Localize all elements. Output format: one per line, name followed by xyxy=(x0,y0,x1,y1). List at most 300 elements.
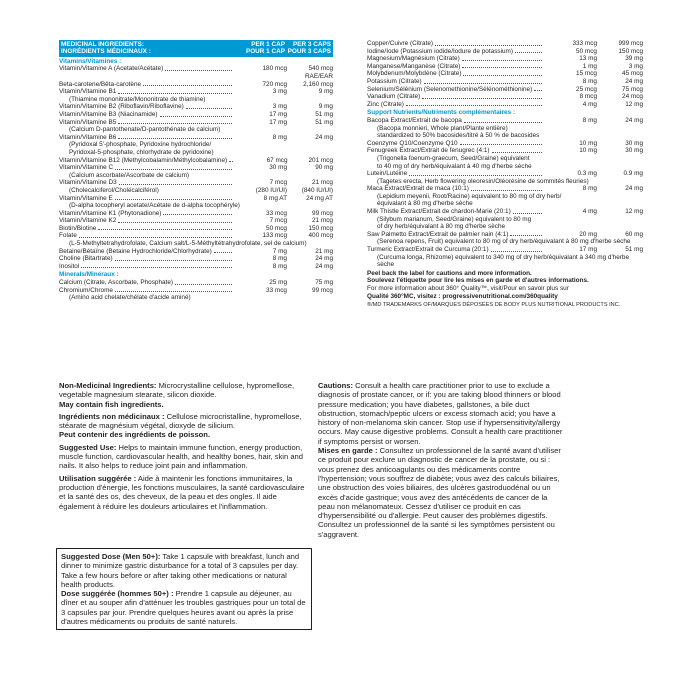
mineral-per1: 33 mcg xyxy=(266,286,287,294)
dot-leader xyxy=(119,179,232,185)
support-name: Turmeric Extract/Extrait de Curcuma (20:1) xyxy=(367,246,489,254)
vitamin-per3: 24 mg AT xyxy=(306,194,333,202)
vitamins-heading: Vitamins/Vitamines : xyxy=(59,57,122,65)
vitamin-name-cell xyxy=(59,179,233,187)
mineral-name: Manganese/Manganèse (Citrate) xyxy=(367,62,461,70)
mineral-per3: 75 mg xyxy=(315,279,333,287)
dot-leader xyxy=(115,255,232,261)
support-per3: 60 mg xyxy=(625,230,643,238)
vitamin-row xyxy=(59,255,333,263)
mineral-per1: 333 mcg xyxy=(572,40,597,47)
vitamin-per3-unit: RAE/EAR xyxy=(304,73,333,80)
nonmed-fr-text: Cellulose microcristalline, hypromellose, stéarate de magnésium végétal, dioxyde de silicium. xyxy=(59,411,302,431)
vitamin-name-cell xyxy=(59,255,233,263)
vitamin-per1: 8 mg xyxy=(272,255,287,263)
dose-fr xyxy=(61,589,307,626)
support-per3: 30 mg xyxy=(625,147,643,155)
vitamin-name: Vitamin/Vitamine D3 xyxy=(59,179,117,187)
vitamin-name-cell xyxy=(59,134,233,142)
vitamin-row xyxy=(59,81,333,89)
support-per3: 12 mg xyxy=(625,208,643,216)
cautions-block xyxy=(318,381,564,539)
vitamin-per1: 133 mcg xyxy=(262,232,287,240)
vitamin-per3: 99 mcg xyxy=(312,209,333,217)
vitamin-row-extra xyxy=(59,73,333,81)
dot-leader xyxy=(163,210,232,216)
mineral-name: Selenium/Sélénium (Selenomethionine/Sélénométhionine) xyxy=(367,85,533,93)
support-source-line: (Lepidium meyenii, Root/Racine) equivalent to 80 mg of dry herb/ xyxy=(377,192,562,200)
mineral-per3: 24 mcg xyxy=(622,93,643,101)
vitamin-source: (Calcium D-pantothenate/D-pantothénate de calcium) xyxy=(69,126,221,134)
mineral-source-cell xyxy=(69,294,233,302)
vitamin-name-cell xyxy=(59,225,233,233)
vitamin-name: Vitamin/Vitamine E xyxy=(59,194,113,202)
vitamin-source-per1: (280 IU/UI) xyxy=(255,186,287,194)
vitamin-per1: 3 mg xyxy=(272,103,287,111)
mineral-per1: 1 mg xyxy=(582,62,597,70)
dose-fr-label: Dose suggérée (hommes 50+) : xyxy=(61,589,174,599)
vitamin-per1: 8 mg xyxy=(272,262,287,270)
vitamin-per3: 2,160 mcg xyxy=(303,80,333,88)
vitamin-name: Vitamin/Vitamine K1 (Phytonadione) xyxy=(59,209,162,217)
mineral-name: Iodine/Iode (Potassium iodide/Iodure de potassium) xyxy=(367,47,514,55)
vitamin-per3: 21 mcg xyxy=(312,179,333,187)
dot-leader xyxy=(118,88,232,94)
header-col2-fr: POUR 3 CAPS xyxy=(287,48,331,56)
support-source-line: (Tagetes erecta, Herb flowering oleoresin/Oléorésine de sommités fleuries) xyxy=(377,177,589,185)
use-fr xyxy=(59,474,305,511)
support-per1: 8 mg xyxy=(582,116,597,124)
vitamin-source: (Pyridoxal 5'-phosphate, Pyridoxine hydrochloride/ xyxy=(69,141,212,149)
dose-en-text: Take 1 capsule with breakfast, lunch and dinner to minimize gastric disturbance for a total of 3 capsules per day. Take a few hours before or after taking other medications or natural health products. xyxy=(61,552,300,589)
ingredients-panel-left xyxy=(59,40,333,302)
support-row xyxy=(367,117,643,125)
minerals-heading: Minerals/Minéraux : xyxy=(59,271,119,279)
vitamin-per3: 201 mcg xyxy=(308,156,333,164)
support-row xyxy=(367,140,643,148)
nonmed-fr-fish: Peut contenir des ingrédients de poisson. xyxy=(59,430,211,440)
mineral-name-cell xyxy=(367,101,543,109)
vitamin-source: (Calcium ascorbate/Ascorbate de calcium) xyxy=(69,171,190,179)
vitamin-name-cell xyxy=(59,195,233,203)
vitamin-per3: 21 mg xyxy=(315,247,333,255)
dot-leader xyxy=(492,147,542,153)
mineral-name: Magnesium/Magnésium (Citrate) xyxy=(367,55,460,63)
support-per1: 10 mg xyxy=(579,139,597,147)
support-per1: 4 mg xyxy=(582,208,597,216)
dot-leader xyxy=(160,111,232,117)
vitamin-name-cell xyxy=(59,232,233,240)
vitamin-name: Vitamin/Vitamine K2 xyxy=(59,217,117,225)
support-source-line: of dry herb/équivalant à 80 mg d'herbe sèche xyxy=(377,223,506,231)
dot-leader xyxy=(115,195,232,201)
vitamin-name-cell xyxy=(59,157,234,165)
support-per1: 17 mg xyxy=(579,246,597,254)
mineral-per3: 75 mcg xyxy=(622,85,643,93)
vitamin-per1: 30 mg xyxy=(269,164,287,172)
mineral-per3: 39 mg xyxy=(625,55,643,63)
mineral-row xyxy=(367,40,643,48)
cautions-en-label: Cautions: xyxy=(318,381,354,390)
mineral-name: Copper/Cuivre (Citrate) xyxy=(367,40,434,47)
mineral-name: Calcium (Citrate, Ascorbate, Phosphate) xyxy=(59,279,174,287)
mineral-per1: 15 mcg xyxy=(576,70,597,78)
dot-leader xyxy=(462,63,542,69)
vitamin-per1: 33 mcg xyxy=(266,209,287,217)
mineral-per3: 12 mg xyxy=(625,100,643,108)
vitamin-per3: 24 mg xyxy=(315,262,333,270)
vitamin-source-cell xyxy=(69,141,233,149)
nonmedicinal-block xyxy=(59,381,305,514)
mineral-row xyxy=(59,279,333,287)
vitamin-source-row xyxy=(59,240,333,248)
nonmed-fr-label: Ingrédients non médicinaux : xyxy=(59,411,165,421)
vitamin-row xyxy=(59,248,333,256)
vitamin-per3: 540 mcg xyxy=(308,65,333,73)
dose-en xyxy=(61,552,307,589)
mineral-name-cell xyxy=(367,40,543,48)
support-source-line: to 40 mg of dry herb/équivalant à 40 mg d'herbe sèche xyxy=(377,162,532,170)
vitamin-name: Vitamin/Vitamine B5 xyxy=(59,118,117,126)
vitamin-row xyxy=(59,263,333,271)
mineral-name: Vanadium (Citrate) xyxy=(367,93,421,101)
dot-leader xyxy=(175,279,232,285)
vitamin-per1: 17 mg xyxy=(269,110,287,118)
mineral-row xyxy=(367,101,643,109)
mineral-name-cell xyxy=(367,86,543,94)
dot-leader xyxy=(118,217,232,223)
dot-leader xyxy=(435,40,542,46)
vitamin-name-cell xyxy=(59,217,233,225)
mineral-per3: 99 mcg xyxy=(312,286,333,294)
cautions-en xyxy=(318,381,564,446)
dot-leader xyxy=(510,231,542,237)
dot-leader xyxy=(118,134,232,140)
mineral-row xyxy=(367,55,643,63)
vitamin-name-cell xyxy=(59,119,233,127)
vitamin-source-cell xyxy=(69,172,233,180)
support-source-line: (Curcuma longa, Rhizome) equivalent to 340 mg of dry herb/équivalant à 340 mg d'herbe sèche xyxy=(377,253,630,269)
mineral-per3: 24 mg xyxy=(625,77,643,85)
support-per3: 0.9 mg xyxy=(623,170,643,178)
peel-text-en: Peel back the label for cautions and more information. xyxy=(367,269,532,277)
mineral-source: (Amino acid chelate/chélate d'acide aminé) xyxy=(69,294,191,302)
vitamin-per3: 24 mg xyxy=(315,133,333,141)
vitamin-source-cell xyxy=(69,187,233,195)
vitamin-name: Vitamin/Vitamine B6 xyxy=(59,133,117,141)
mineral-per3: 3 mg xyxy=(628,62,643,70)
dot-leader xyxy=(534,86,542,92)
vitamin-name-cell xyxy=(59,263,233,271)
vitamin-per3: 9 mg xyxy=(318,103,333,111)
use-en-label: Suggested Use: xyxy=(59,442,117,452)
vitamin-per1: 3 mg xyxy=(272,88,287,96)
use-fr-text: Aide à maintenir les fonctions immunitaires, la production d'énergie, les fonctions musculaires, la santé cardiovasculaire et la santé des os, des cheveux, de la peau et des ongles. Il aide également à réduire les douleurs articulaires et l'inflammation. xyxy=(59,473,305,511)
nonmed-en xyxy=(59,381,305,409)
vitamin-name: Vitamin/Vitamine B3 (Niacinamide) xyxy=(59,110,158,118)
vitamin-source-row xyxy=(59,126,333,134)
dot-leader xyxy=(422,93,542,99)
support-row xyxy=(367,208,643,216)
vitamin-per3: 21 mcg xyxy=(312,217,333,225)
vitamin-row xyxy=(59,164,333,172)
vitamin-per3: 150 mcg xyxy=(308,224,333,232)
support-name-cell xyxy=(367,208,543,216)
ingredients-panel-right xyxy=(367,40,643,310)
vitamin-source-per3: (840 IU/UI) xyxy=(301,186,333,194)
support-row xyxy=(367,185,643,193)
vitamin-name-cell xyxy=(59,88,233,96)
vitamin-name: Choline (Bitartrate) xyxy=(59,255,113,263)
vitamin-per3: 51 mg xyxy=(315,110,333,118)
mineral-per1: 8 mg xyxy=(582,77,597,85)
vitamin-per3: 90 mg xyxy=(315,164,333,172)
mineral-list-left xyxy=(59,279,333,302)
support-per1: 10 mg xyxy=(579,147,597,155)
vitamin-name-cell xyxy=(59,164,233,172)
support-name: Lutein/Lutéine xyxy=(367,170,408,178)
mineral-name: Molybdenum/Molybdène (Citrate) xyxy=(367,70,462,78)
vitamin-per1: 8 mg xyxy=(272,133,287,141)
support-name-cell xyxy=(367,117,543,125)
vitamin-source-row xyxy=(59,187,333,195)
support-source-line: (Bacopa monnieri, Whole plant/Plante entière) xyxy=(377,124,508,132)
dot-leader xyxy=(409,170,542,176)
vitamin-source: (Cholecalciferol/Cholécalciférol) xyxy=(69,186,159,194)
dot-leader xyxy=(491,246,542,252)
vitamin-row xyxy=(59,134,333,142)
dot-leader xyxy=(115,164,232,170)
vitamin-source: (L-5-Methyltetrahydrofolate, Calcium salt/L-5-Méthyltétrahydrofolate, sel de calcium) xyxy=(69,240,307,248)
vitamin-per1: 180 mcg xyxy=(262,65,287,73)
support-name-cell xyxy=(367,170,543,178)
vitamin-list xyxy=(59,65,333,270)
mineral-name-cell xyxy=(367,93,543,101)
mineral-row xyxy=(367,70,643,78)
vitamin-source-line2: Pyridoxal-5-phosphate, chlorhydrate de pyridoxine) xyxy=(69,148,214,156)
support-per1: 20 mg xyxy=(579,230,597,238)
support-source-line: standardized to 50% bacosides/titré à 50 % de bacosides xyxy=(377,132,540,140)
vitamin-per3: 400 mcg xyxy=(308,232,333,240)
mineral-row xyxy=(367,78,643,86)
vitamin-name-cell xyxy=(59,111,233,119)
header-col2-en: PER 3 CAPS xyxy=(292,41,331,48)
mineral-per1: 13 mg xyxy=(579,55,597,63)
vitamin-row xyxy=(59,179,333,187)
dot-leader xyxy=(462,55,542,61)
vitamin-per3: 51 mg xyxy=(315,118,333,126)
vitamin-per1: 67 mcg xyxy=(266,156,288,164)
support-name-cell xyxy=(367,185,543,193)
vitamin-name: Vitamin/Vitamine A (Acetate/Acétate) xyxy=(59,65,164,73)
support-per3: 30 mg xyxy=(625,139,643,147)
vitamin-name: Vitamin/Vitamine C xyxy=(59,164,114,172)
dot-leader xyxy=(165,65,232,71)
trademark-text: ®/MD TRADEMARKS OF/MARQUES DÉPOSÉES DE BODY PLUS NUTRITIONAL PRODUCTS INC. xyxy=(367,302,621,309)
mineral-per3: 999 mcg xyxy=(618,40,643,47)
mineral-per3: 150 mcg xyxy=(618,47,643,55)
vitamin-row xyxy=(59,225,333,233)
vitamin-source: (D-alpha tocopheryl acetate/Acétate de d-alpha tocophéryle) xyxy=(69,202,240,210)
vitamin-per1: 8 mg AT xyxy=(263,194,287,202)
support-name: Fenugreek Extract/Extrait de fenugrec (4:1) xyxy=(367,147,490,155)
vitamin-row xyxy=(59,65,333,73)
vitamin-per3: 24 mg xyxy=(315,255,333,263)
vitamin-row xyxy=(59,157,333,165)
vitamin-name: Vitamin/Vitamine B2 (Riboflavin/Riboflavine) xyxy=(59,103,184,111)
mineral-name: Potassium (Citrate) xyxy=(367,77,422,85)
mineral-name-cell xyxy=(367,55,543,63)
vitamin-name-cell xyxy=(59,210,233,218)
dot-leader xyxy=(118,119,232,125)
vitamin-source-cell xyxy=(69,126,233,134)
mineral-source-row xyxy=(59,294,333,302)
vitamin-per1: 7 mcg xyxy=(269,179,287,187)
support-name-cell xyxy=(367,246,543,254)
mineral-row xyxy=(367,48,643,56)
vitamin-row xyxy=(59,210,333,218)
dot-leader xyxy=(471,185,542,191)
support-row xyxy=(367,147,643,155)
cautions-fr-label: Mises en garde : xyxy=(318,446,378,456)
header-col1-fr: POUR 1 CAP xyxy=(245,48,285,56)
header-col1-en: PER 1 CAP xyxy=(251,41,285,48)
support-per3: 51 mg xyxy=(625,246,643,254)
support-per1: 0.3 mg xyxy=(577,170,597,178)
quality-text-en: For more information about 360° Quality™, visit/Pour en savoir plus sur xyxy=(367,285,569,292)
mineral-per1: 25 mcg xyxy=(576,85,597,93)
vitamin-name-cell xyxy=(59,103,233,111)
vitamin-name-cell xyxy=(59,248,233,256)
dot-leader xyxy=(464,117,542,123)
support-row xyxy=(367,231,643,239)
cautions-fr xyxy=(318,446,564,539)
support-source-line: (Silybum marianum, Seed/Graine) equivalent to 80 mg xyxy=(377,215,532,223)
mineral-per3: 45 mcg xyxy=(622,70,643,78)
support-list xyxy=(367,117,643,269)
vitamin-source-row xyxy=(59,141,333,149)
support-row xyxy=(367,170,643,178)
suggested-dose-box xyxy=(56,548,312,630)
dot-leader xyxy=(515,48,542,54)
vitamin-row xyxy=(59,217,333,225)
vitamin-row xyxy=(59,111,333,119)
vitamin-source-cell xyxy=(69,96,233,104)
dot-leader xyxy=(463,70,542,76)
vitamin-per1: 720 mcg xyxy=(262,80,287,88)
vitamin-name: Vitamin/Vitamine B12 (Methylcobalamin/Méthylcobalamine) xyxy=(59,156,228,164)
support-name: Coenzyme Q10/Coenzyme Q10 xyxy=(367,139,458,147)
mineral-per1: 4 mg xyxy=(582,100,597,108)
vitamin-row xyxy=(59,88,333,96)
mineral-row xyxy=(367,86,643,94)
mineral-row xyxy=(367,63,643,71)
dot-leader xyxy=(81,263,232,269)
vitamin-row xyxy=(59,195,333,203)
support-name-cell xyxy=(367,140,543,148)
support-per3: 24 mg xyxy=(625,185,643,193)
use-en-text: Helps to maintain immune function, energy production, muscle function, cardiovascular health, and healthy bones, hair, skin and nails. It also helps to reduce joint pain and inflammation. xyxy=(59,442,303,471)
dose-fr-text: Prendre 1 capsule au déjeuner, au dîner et au souper afin d'atténuer les troubles gastriques pour un total de 3 capsules par jour. Prendre quelques heures avant ou après la prise d'autres médicaments ou produits de santé naturels. xyxy=(61,589,306,627)
support-heading: Support Nutrients/Nutriments complémentaires : xyxy=(367,109,516,117)
support-source-line: équivalant à 80 mg d'herbe sèche xyxy=(377,200,473,208)
mineral-per1: 50 mcg xyxy=(576,47,597,55)
vitamin-name-cell xyxy=(59,65,233,73)
mineral-per1: 8 mcg xyxy=(579,93,597,101)
nonmed-en-label: Non-Medicinal Ingredients: xyxy=(59,381,157,390)
nonmed-fr xyxy=(59,412,305,440)
vitamin-source-cell xyxy=(69,202,240,210)
header-title-fr: INGRÉDIENTS MÉDICINAUX : xyxy=(61,48,151,56)
mineral-name-cell xyxy=(59,279,233,287)
mineral-name-cell xyxy=(367,70,543,78)
vitamin-per1: 17 mg xyxy=(269,118,287,126)
dot-leader xyxy=(424,78,542,84)
nonmed-en-fish: May contain fish ingredients. xyxy=(59,399,164,409)
support-name: Bacopa Extract/Extrait de bacopa xyxy=(367,116,462,124)
vitamin-per1: 7 mcg xyxy=(269,217,287,225)
support-source-line: (Trigonella foenum-graecum, Seed/Graine) equivalent xyxy=(377,154,530,162)
mineral-name-cell xyxy=(367,48,543,56)
support-per1: 8 mg xyxy=(582,185,597,193)
mineral-per1: 25 mg xyxy=(269,279,287,287)
vitamin-name: Betaine/Bétaïne (Betaine Hydrochloride/Chlorhydrate) xyxy=(59,247,212,255)
vitamin-source: (Thiamine mononitrate/Mononitrate de thiamine) xyxy=(69,95,206,103)
support-source-line: (Serenoa repens, Fruit) equivalent to 80 mg of dry herb/équivalant à 80 mg d'herbe sèche xyxy=(377,238,631,246)
support-name: Milk Thistle Extract/Extrait de chardon-Marie (20:1) xyxy=(367,208,511,216)
dot-leader xyxy=(214,248,232,254)
vitamin-source-row xyxy=(59,172,333,180)
support-name-cell xyxy=(367,147,543,155)
vitamin-name-cell xyxy=(59,81,233,89)
support-name: Saw Palmetto Extract/Extrait de palmier nain (4:1) xyxy=(367,230,509,238)
use-fr-label: Utilisation suggérée : xyxy=(59,473,137,483)
vitamin-source-row xyxy=(59,96,333,104)
peel-text-fr: Soulevez l'étiquette pour lire les mises en garde et d'autres informations. xyxy=(367,277,589,285)
support-name: Maca Extract/Extrait de maca (10:1) xyxy=(367,185,469,193)
mineral-name-cell xyxy=(59,287,233,295)
cautions-en-text: Consult a health care practitioner prior to use to exclude a diagnosis of prostate cancer, or if: you are taking blood thinners or blood pressure medication; you have diabetes, gallstones, a bile duct obstruction, stomach/peptic ulcers or excess stomach acid; you have a history of non-melanoma skin cancer. Stop use if hypersensitivity/allergy occurs. May cause digestive problems. Consult a health care practitioner if symptoms persist or worsen. xyxy=(318,381,563,446)
dose-en-label: Suggested Dose (Men 50+): xyxy=(61,552,161,561)
mineral-name-cell xyxy=(367,78,543,86)
dot-leader xyxy=(406,101,542,107)
vitamin-row xyxy=(59,119,333,127)
dot-leader xyxy=(229,157,233,163)
header-title-en: MEDICINAL INGREDIENTS: xyxy=(61,41,144,48)
vitamin-row xyxy=(59,103,333,111)
nonmed-en-text: Microcrystalline cellulose, hypromellose, vegetable magnesium stearate, silicon dioxide. xyxy=(59,381,295,400)
vitamin-per1: 50 mcg xyxy=(266,224,287,232)
vitamin-source-cell xyxy=(69,240,307,248)
vitamin-name: Biotin/Biotine xyxy=(59,224,97,232)
ingredients-header xyxy=(59,40,333,57)
support-row xyxy=(367,246,643,254)
vitamin-name: Beta-carotene/Bêta-carotène xyxy=(59,80,142,88)
mineral-row xyxy=(367,93,643,101)
support-name-cell xyxy=(367,231,543,239)
mineral-name: Zinc (Citrate) xyxy=(367,100,404,108)
vitamin-per3: 9 mg xyxy=(318,88,333,96)
vitamin-per1: 7 mg xyxy=(272,247,287,255)
vitamin-name: Inositol xyxy=(59,262,80,270)
mineral-row xyxy=(59,287,333,295)
dot-leader xyxy=(143,81,232,87)
dot-leader xyxy=(115,287,232,293)
cautions-fr-text: Consultez un professionnel de la santé avant d'utiliser ce produit pour exclure un diagnostic de cancer de la prostate, ou si : vous prenez des anticoagulants ou des médicaments contre l'hypertension; vous souffrez de diabète; vous avez des calculs biliaires, une obstruction des voies biliaires, des ulcères gastroduodénal ou un excès d'acide gastrique; vous avez des antécédents de cancer de la peau non mélanomateux. Cessez d'utiliser ce produit en cas d'hypersensibilité ou d'allergie. Peut causer des problèmes digestifs. Consultez un professionnel de la santé si les symptômes persistent ou s'aggravent. xyxy=(318,446,561,539)
dot-leader xyxy=(98,225,232,231)
mineral-name: Chromium/Chrome xyxy=(59,286,113,294)
dot-leader xyxy=(186,103,232,109)
